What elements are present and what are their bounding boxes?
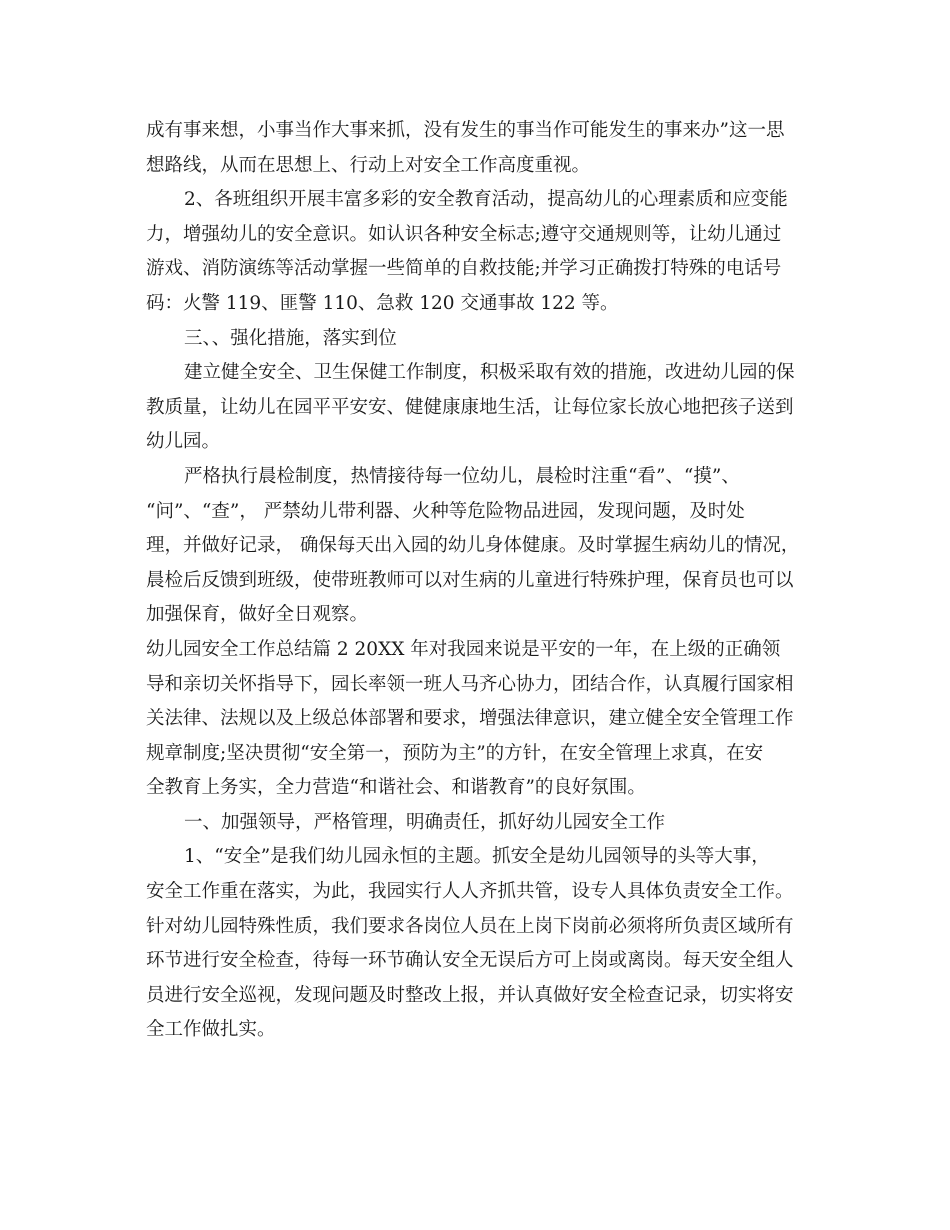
- section-heading: 三、、强化措施，落实到位: [184, 327, 397, 349]
- text-line: 码：火警 119、匪警 110、急救 120 交通事故 122 等。: [146, 292, 619, 314]
- section-heading: 一、加强领导，严格管理，明确责任，抓好幼儿园安全工作: [184, 811, 666, 833]
- text-line: 规章制度;坚决贯彻“安全第一，预防为主”的方针，在安全管理上求真，在安: [146, 742, 764, 764]
- text-line: 力，增强幼儿的安全意识。如认识各种安全标志;遵守交通规则等，让幼儿通过: [146, 223, 782, 245]
- text-line: 针对幼儿园特殊性质，我们要求各岗位人员在上岗下岗前必须将所负责区域所有: [146, 915, 794, 937]
- text-line: 建立健全安全、卫生保健工作制度，积极采取有效的措施，改进幼儿园的保: [184, 362, 795, 384]
- text-line: 幼儿园。: [146, 431, 221, 453]
- text-line: 导和亲切关怀指导下，园长率领一班人马齐心协力，团结合作，认真履行国家相: [146, 673, 794, 695]
- article-title-line: 幼儿园安全工作总结篇 2 20XX 年对我园来说是平安的一年，在上级的正确领: [146, 638, 781, 660]
- text-line: 环节进行安全检查，待每一环节确认安全无误后方可上岗或离岗。每天安全组人: [146, 950, 794, 972]
- text-line: 2、各班组织开展丰富多彩的安全教育活动，提高幼儿的心理素质和应变能: [184, 189, 788, 211]
- text-line: 全教育上务实，全力营造“和谐社会、和谐教育”的良好氛围。: [146, 777, 646, 799]
- text-line: 想路线，从而在思想上、行动上对安全工作高度重视。: [146, 154, 591, 176]
- text-line: 理，并做好记录， 确保每天出入园的幼儿身体健康。及时掌握生病幼儿的情况，: [146, 535, 800, 557]
- text-line: 关法律、法规以及上级总体部署和要求，增强法律意识，建立健全安全管理工作: [146, 708, 794, 730]
- text-line: 晨检后反馈到班级，使带班教师可以对生病的儿童进行特殊护理，保育员也可以: [146, 569, 794, 591]
- text-line: 游戏、消防演练等活动掌握一些简单的自救技能;并学习正确拨打特殊的电话号: [146, 258, 782, 280]
- text-line: 安全工作重在落实，为此，我园实行人人齐抓共管，设专人具体负责安全工作。: [146, 881, 794, 903]
- document-body: [146, 114, 806, 1048]
- text-line: “问”、“查”， 严禁幼儿带利器、火种等危险物品进园，发现问题，及时处: [146, 500, 745, 522]
- text-line: 员进行安全巡视，发现问题及时整改上报，并认真做好安全检查记录，切实将安: [146, 984, 794, 1006]
- text-line: 严格执行晨检制度，热情接待每一位幼儿，晨检时注重“看”、“摸”、: [184, 465, 740, 487]
- text-line: 成有事来想，小事当作大事来抓，没有发生的事当作可能发生的事来办”这一思: [146, 120, 785, 141]
- text-line: 加强保育，做好全日观察。: [146, 604, 369, 626]
- text-line: 1、“安全”是我们幼儿园永恒的主题。抓安全是幼儿园领导的头等大事，: [184, 846, 770, 868]
- text-line: 教质量，让幼儿在园平平安安、健健康康地生活，让每位家长放心地把孩子送到: [146, 396, 794, 418]
- text-line: 全工作做扎实。: [146, 1019, 276, 1041]
